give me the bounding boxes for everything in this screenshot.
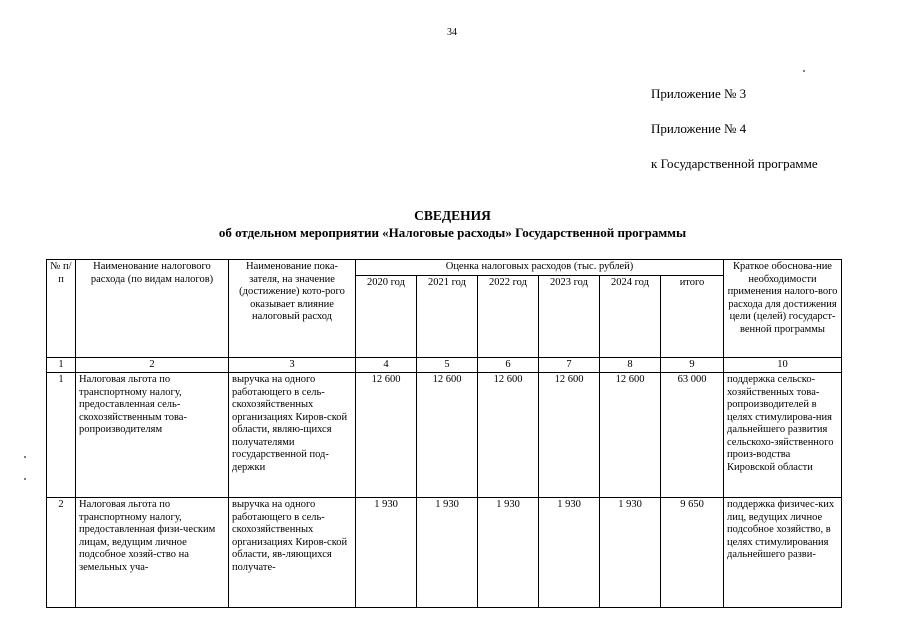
justification: поддержка физичес-ких лиц, ведущих личное подсобное хозяйство, в целях стимулирования дальнейшего разви- <box>724 498 842 608</box>
value-2023: 1 930 <box>539 498 600 608</box>
table-row <box>47 373 842 498</box>
column-index: 2 <box>76 357 229 373</box>
value-2024: 1 930 <box>600 498 661 608</box>
scan-speck <box>24 478 26 480</box>
column-index: 10 <box>724 357 842 373</box>
scan-speck <box>803 70 805 72</box>
column-index-row <box>47 357 842 373</box>
header-total: итого <box>661 275 724 357</box>
appendix-line-1: Приложение № 3 <box>651 86 747 101</box>
document-title: СВЕДЕНИЯ <box>414 208 491 223</box>
justification: поддержка сельско-хозяйственных това-ропроизводителей в целях стимулирова-ния дальнейшего развития сельскохо-зяйственного произ-водства Кировской области <box>724 373 842 498</box>
tax-expenditure-table <box>46 259 842 608</box>
header-justification: Краткое обоснова-ние необходимости применения налого-вого расхода для достижения цели (целей) государст-венной программы <box>724 260 842 358</box>
header-year-2023: 2023 год <box>539 275 600 357</box>
column-index: 1 <box>47 357 76 373</box>
column-index: 6 <box>478 357 539 373</box>
value-2021: 1 930 <box>417 498 478 608</box>
document-subtitle: об отдельном мероприятии «Налоговые расходы» Государственной программы <box>218 225 687 240</box>
header-indicator: Наименование пока-зателя, на значение (достижение) кото-рого оказывает влияние налоговый расход <box>229 260 356 358</box>
tax-expense-name: Налоговая льгота по транспортному налогу, предоставленная физи-ческим лицам, ведущим личное подсобное хозяй-ство на земельных уча- <box>76 498 229 608</box>
table-row <box>47 498 842 608</box>
header-tax-expense-name: Наименование налогового расхода (по видам налогов) <box>76 260 229 358</box>
value-2022: 1 930 <box>478 498 539 608</box>
value-2024: 12 600 <box>600 373 661 498</box>
header-num: № п/п <box>47 260 76 358</box>
column-index: 7 <box>539 357 600 373</box>
appendix-line-3: к Государственной программе <box>651 156 818 171</box>
value-2020: 12 600 <box>356 373 417 498</box>
column-index: 3 <box>229 357 356 373</box>
tax-expense-name: Налоговая льгота по транспортному налогу, предоставленная сель-скохозяйственным това-ропроизводителям <box>76 373 229 498</box>
row-number: 1 <box>47 373 76 498</box>
page-number: 34 <box>447 27 457 38</box>
row-number: 2 <box>47 498 76 608</box>
indicator-name: выручка на одного работающего в сель-скохозяйственных организациях Киров-ской области, являю-щихся получателями государственной под-держки <box>229 373 356 498</box>
column-index: 5 <box>417 357 478 373</box>
value-2022: 12 600 <box>478 373 539 498</box>
value-total: 63 000 <box>661 373 724 498</box>
value-2020: 1 930 <box>356 498 417 608</box>
value-2021: 12 600 <box>417 373 478 498</box>
header-year-2022: 2022 год <box>478 275 539 357</box>
column-index: 4 <box>356 357 417 373</box>
header-year-2021: 2021 год <box>417 275 478 357</box>
value-2023: 12 600 <box>539 373 600 498</box>
indicator-name: выручка на одного работающего в сель-скохозяйственных организациях Киров-ской области, яв-ляющихся получате- <box>229 498 356 608</box>
appendix-line-2: Приложение № 4 <box>651 121 747 136</box>
header-estimate: Оценка налоговых расходов (тыс. рублей) <box>356 260 724 276</box>
value-total: 9 650 <box>661 498 724 608</box>
column-index: 8 <box>600 357 661 373</box>
header-year-2024: 2024 год <box>600 275 661 357</box>
header-year-2020: 2020 год <box>356 275 417 357</box>
scan-speck <box>24 456 26 458</box>
column-index: 9 <box>661 357 724 373</box>
